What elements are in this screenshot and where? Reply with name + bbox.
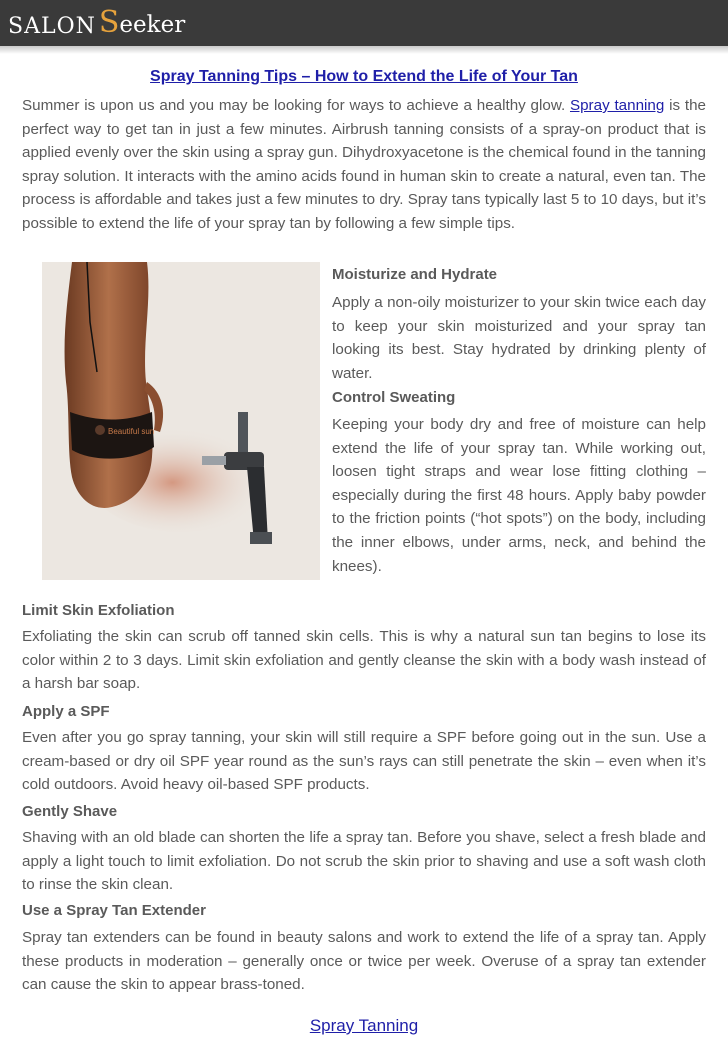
section-body: Even after you go spray tanning, your skin will still require a SPF before going out in the sun. Use a cream-based or dry oil SPF year round as the sun’s rays can still penetrate the skin – even when it’s cold outdoors. Avoid heavy oil-based SPF products. bbox=[22, 729, 706, 794]
site-header bbox=[0, 0, 728, 46]
logo-seeker-text: Seeker bbox=[98, 5, 186, 40]
section-heading: Limit Skin Exfoliation bbox=[22, 602, 175, 619]
section-body: Keeping your body dry and free of moisture can help extend the life of your spray tan. While working out, loosen tight straps and wear lose fitting clothing – especially during the first 48 hours. Apply baby powder to the friction points (“hot spots”) on the body, including the inner elbows, under arms, neck, and behind the knees). bbox=[332, 416, 706, 575]
salon-seeker-logo[interactable] bbox=[8, 6, 185, 42]
image-brand-logo: Beautiful sun bbox=[108, 427, 155, 436]
section-body: Exfoliating the skin can scrub off tanned skin cells. This is why a natural sun tan begins to lose its color within 2 to 3 days. Limit skin exfoliation and gently cleanse the skin with a body wash instead of a harsh bar soap. bbox=[22, 628, 706, 693]
section-heading: Apply a SPF bbox=[22, 703, 110, 720]
spray-tan-photo bbox=[42, 262, 320, 580]
logo-salon-text: SALON bbox=[8, 14, 96, 39]
section-body: Apply a non-oily moisturizer to your skin twice each day to keep your skin moisturized and your spray tan looking its best. Stay hydrated by drinking plenty of water. bbox=[332, 294, 706, 382]
section-body: Spray tan extenders can be found in beauty salons and work to extend the life of a spray tan. Apply these products in moderation – generally once or twice per week. Overuse of a spray tan extender can cause the skin to appear brass-toned. bbox=[22, 929, 706, 994]
section-body: Shaving with an old blade can shorten the life a spray tan. Before you shave, select a fresh blade and apply a light touch to limit exfoliation. Do not scrub the skin prior to shaving and use a soft wash cloth to rinse the skin clean. bbox=[22, 829, 706, 894]
section-heading: Gently Shave bbox=[22, 803, 118, 820]
section-heading: Control Sweating bbox=[332, 389, 456, 406]
intro-paragraph: Summer is upon us and you may be looking for ways to achieve a healthy glow. Spray tanning is the perfect way to get tan in just a few minutes. Airbrush tanning consists of a spray-on product that is applied evenly over the skin using a spray gun. Dihydroxyacetone is the chemical found in the tanning spray solution. It interacts with the amino acids found in human skin to create a natural, even tan. The process is affordable and takes just a few minutes to dry. Spray tans typically last 5 to 10 days, but it’s possible to extend the life of your spray tan by following a few simple tips. bbox=[22, 97, 706, 232]
spray-tanning-link[interactable]: Spray tanning bbox=[569, 97, 665, 114]
section-heading: Moisturize and Hydrate bbox=[332, 266, 498, 283]
footer-spray-tanning-link[interactable]: Spray Tanning bbox=[309, 1016, 419, 1035]
header-shadow bbox=[0, 46, 728, 54]
section-heading: Use a Spray Tan Extender bbox=[22, 902, 206, 919]
article-title: Spray Tanning Tips – How to Extend the Life of Your Tan bbox=[150, 68, 578, 85]
